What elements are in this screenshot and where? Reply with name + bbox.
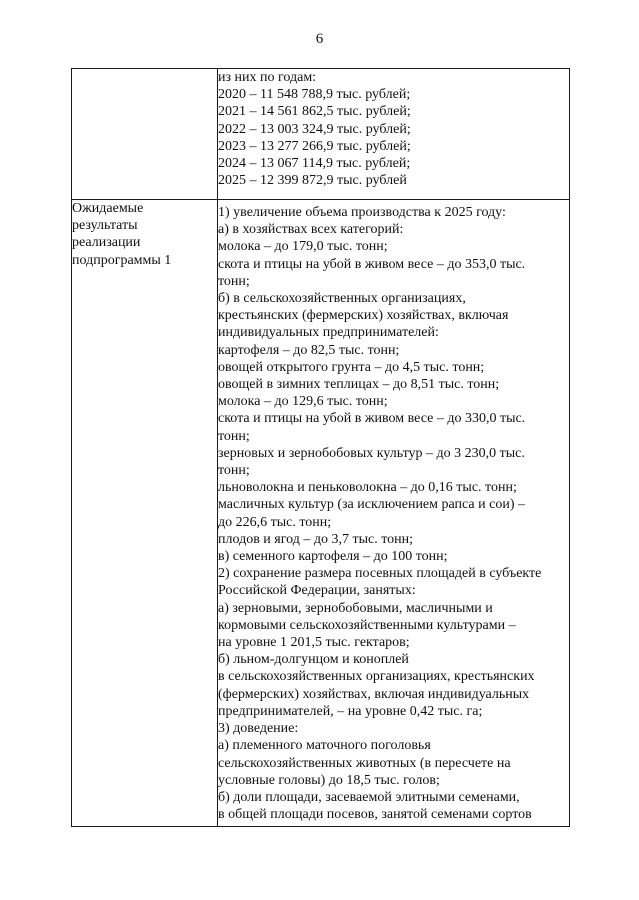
text-line: 2021 – 14 561 862,5 тыс. рублей; (218, 104, 411, 120)
text-line: крестьянских (фермерских) хозяйствах, включая (218, 308, 509, 324)
row-content-cell (218, 69, 570, 200)
row-label-line: Ожидаемые (72, 201, 144, 216)
text-line: 2022 – 13 003 324,9 тыс. рублей; (218, 121, 411, 137)
row-content-cell (218, 200, 570, 827)
text-line: в) семенного картофеля – до 100 тонн; (218, 549, 448, 565)
text-line: на уровне 1 201,5 тыс. гектаров; (218, 635, 410, 651)
text-line: в общей площади посевов, занятой семенами сортов (218, 807, 532, 823)
text-line: 2023 – 13 277 266,9 тыс. рублей; (218, 138, 411, 154)
text-line: масличных культур (за исключением рапса и сои) – (218, 497, 525, 513)
text-line: 2020 – 11 548 788,9 тыс. рублей; (218, 87, 411, 103)
text-line: индивидуальных предпринимателей: (218, 325, 439, 341)
text-line: предпринимателей, – на уровне 0,42 тыс. га; (218, 703, 483, 719)
text-line: тонн; (218, 273, 250, 289)
text-line: а) в хозяйствах всех категорий: (218, 222, 404, 238)
text-line: сельскохозяйственных животных (в пересчете на (218, 755, 511, 771)
text-line: в сельскохозяйственных организациях, крестьянских (218, 669, 535, 685)
row-label-line: реализации (72, 235, 141, 251)
text-line: плодов и ягод – до 3,7 тыс. тонн; (218, 531, 414, 547)
text-line: условные головы) до 18,5 тыс. голов; (218, 772, 440, 788)
text-line: б) доли площади, засеваемой элитными семенами, (218, 789, 520, 805)
subprogram-passport-table (71, 68, 570, 827)
text-line: б) в сельскохозяйственных организациях, (218, 291, 466, 307)
text-line: овощей в зимних теплицах – до 8,51 тыс. тонн; (218, 377, 500, 393)
text-line: овощей открытого грунта – до 4,5 тыс. тонн; (218, 359, 485, 375)
text-line: картофеля – до 82,5 тыс. тонн; (218, 342, 400, 358)
row-label-cell (72, 69, 218, 200)
row-label-cell (72, 200, 218, 827)
text-line: а) зерновыми, зернобобовыми, масличными и (218, 600, 493, 616)
text-line: 3) доведение: (218, 721, 299, 737)
page-number: 6 (315, 31, 324, 47)
text-line: молока – до 179,0 тыс. тонн; (218, 239, 388, 255)
row-label-line: подпрограммы 1 (72, 252, 172, 268)
text-line: а) племенного маточного поголовья (218, 738, 431, 754)
text-line: тонн; (218, 428, 250, 444)
text-line: тонн; (218, 463, 250, 479)
text-line: льноволокна и пеньковолокна – до 0,16 тыс. тонн; (218, 480, 517, 496)
text-line: 2025 – 12 399 872,9 тыс. рублей (218, 173, 407, 189)
text-line: до 226,6 тыс. тонн; (218, 514, 332, 530)
text-line: из них по годам: (218, 70, 317, 85)
table-row-expected-results (72, 200, 570, 827)
row-label-line: результаты (72, 218, 138, 234)
text-line: скота и птицы на убой в живом весе – до 330,0 тыс. (218, 411, 526, 427)
text-line: (фермерских) хозяйствах, включая индивидуальных (218, 686, 530, 702)
text-line: 2024 – 13 067 114,9 тыс. рублей; (218, 156, 411, 172)
text-line: б) льном-долгунцом и коноплей (218, 652, 409, 668)
text-line: 2) сохранение размера посевных площадей в субъекте (218, 566, 542, 582)
text-line: молока – до 129,6 тыс. тонн; (218, 394, 388, 410)
text-line: зерновых и зернобобовых культур – до 3 230,0 тыс. (218, 445, 525, 461)
text-line: скота и птицы на убой в живом весе – до 353,0 тыс. (218, 256, 526, 272)
text-line: кормовыми сельскохозяйственными культурами – (218, 617, 516, 633)
table-row-funding-by-year (72, 69, 570, 200)
text-line: 1) увеличение объема производства к 2025 году: (218, 205, 506, 220)
text-line: Российской Федерации, занятых: (218, 583, 416, 599)
